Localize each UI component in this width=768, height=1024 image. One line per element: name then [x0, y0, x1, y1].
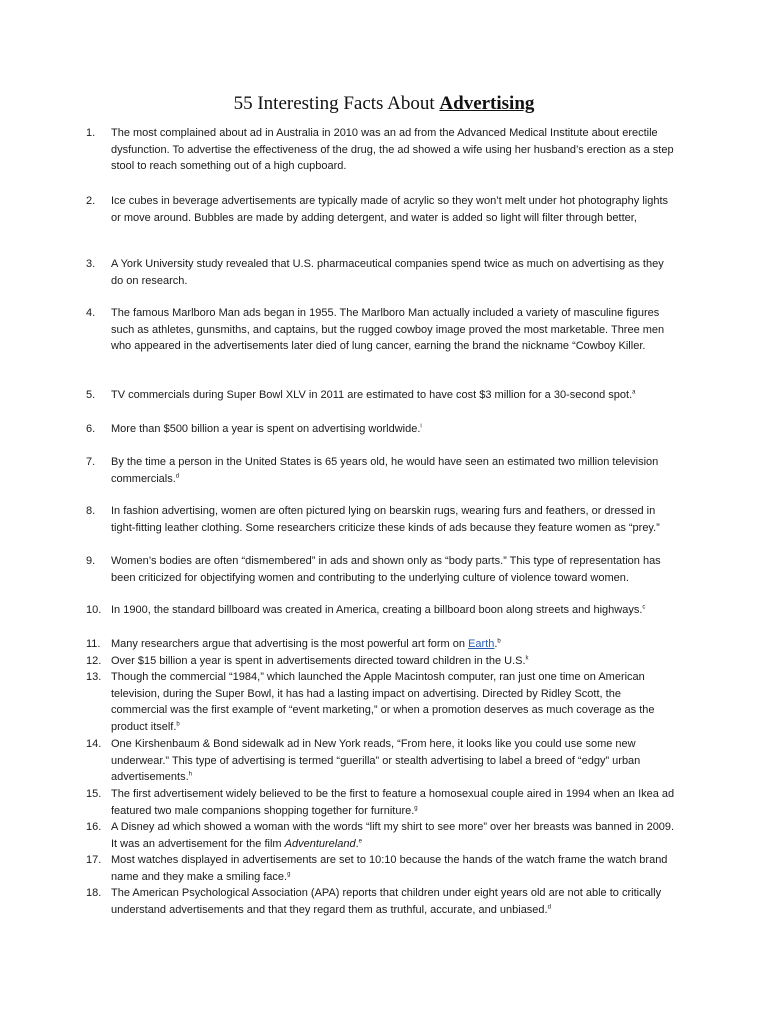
- item-text: Over $15 billion a year is spent in advertisements directed toward children in the U.S.$^k$: [111, 655, 529, 667]
- item-number: 17.: [86, 854, 102, 866]
- item-text: The famous Marlboro Man ads began in 1955. The Marlboro Man actually included a variety of masculine figures such as athletes, gunsmiths, and captains, but the rugged cowboy image proved the most marketable. Three men who appeared in the advertisements later died of lung cancer, earning the brand the nickname “Cowboy Killer.: [111, 307, 665, 352]
- footnote-marker: c: [642, 604, 646, 611]
- page-title: [0, 93, 768, 115]
- title-bold-word: Advertising: [439, 93, 535, 114]
- list-item: [86, 503, 676, 536]
- footnote-marker: g: [414, 804, 418, 811]
- footnote-marker: h: [188, 771, 192, 778]
- item-number: 6.: [86, 423, 96, 435]
- footnote-marker: d: [175, 472, 180, 479]
- list-item: [86, 602, 676, 619]
- item-number: 3.: [86, 258, 96, 270]
- list-item: [86, 669, 676, 735]
- list-item: [86, 736, 676, 786]
- item-text: One Kirshenbaum & Bond sidewalk ad in New York reads, “From here, it looks like you could use some new underwear.” This type of advertising is termed “guerilla” or stealth advertising to label a breed of “edgy” urban advertisements.$^h$: [111, 738, 641, 783]
- earth-link[interactable]: Earth: [468, 638, 495, 650]
- item-number: 14.: [86, 738, 102, 750]
- item-text: Ice cubes in beverage advertisements are typically made of acrylic so they won’t melt under hot photography lights or move around. Bubbles are made by adding detergent, and water is added so light will filter through better,: [111, 195, 669, 224]
- item-number: 7.: [86, 456, 96, 468]
- item-text: Most watches displayed in advertisements are set to 10:10 because the hands of the watch frame the watch brand name and they make a smiling face.$^g$: [111, 854, 668, 883]
- item-text: Women’s bodies are often “dismembered” in ads and shown only as “body parts.” This type of representation has been criticized for objectifying women and contributing to the underlying culture of violence toward women.: [111, 555, 661, 584]
- item-text: Though the commercial “1984,” which launched the Apple Macintosh computer, ran just one time on American television, during the Super Bowl, it has had a lasting impact on advertising. Directed by Ridley Scott, the commercial was the first example of “event marketing,” or when a promotion deserves as much coverage as the product itself.$^b$: [111, 671, 655, 733]
- item-text: A York University study revealed that U.S. pharmaceutical companies spend twice as much on advertising as they do on research.: [111, 258, 664, 287]
- item-number: 8.: [86, 505, 96, 517]
- item-number: 18.: [86, 887, 102, 899]
- item-number: 9.: [86, 555, 96, 567]
- item-number: 13.: [86, 671, 102, 683]
- footnote-marker: d: [547, 903, 551, 910]
- list-item: [86, 819, 676, 852]
- list-item: [86, 421, 676, 438]
- list-item: [86, 125, 676, 175]
- list-item: [86, 256, 676, 289]
- footnote-marker: i: [420, 423, 422, 430]
- film-title: Adventureland: [284, 837, 356, 850]
- item-number: 10.: [86, 604, 102, 616]
- item-text: The first advertisement widely believed to be the first to feature a homosexual couple aired in 1994 when an Ikea ad featured two male companions shopping together for furniture.$^g$: [111, 788, 675, 817]
- item-number: 16.: [86, 821, 102, 833]
- footnote-marker: b: [176, 720, 180, 727]
- item-text: The most complained about ad in Australia in 2010 was an ad from the Advanced Medical Institute about erectile dysfunction. To advertise the effectiveness of the drug, the ad showed a wife using her husband’s erection as a step stool to reach something out of a high cupboard.: [111, 127, 674, 172]
- item-text: By the time a person in the United States is 65 years old, he would have seen an estimated two million television commercials.$^d$: [111, 456, 659, 485]
- list-item: [86, 786, 676, 819]
- item-number: 5.: [86, 389, 96, 401]
- item-number: 4.: [86, 307, 96, 319]
- list-item: [86, 636, 676, 653]
- item-number: 12.: [86, 655, 102, 667]
- footnote-marker: a: [632, 389, 636, 396]
- list-item: [86, 852, 676, 885]
- list-item: [86, 885, 676, 918]
- list-item: [86, 553, 676, 586]
- footnote-marker: b: [497, 638, 501, 645]
- item-number: 2.: [86, 195, 96, 207]
- list-item: [86, 454, 676, 487]
- footnote-marker: k: [525, 655, 529, 662]
- item-number: 11.: [86, 638, 101, 650]
- item-text: In fashion advertising, women are often pictured lying on bearskin rugs, wearing furs and feathers, or dressed in tight-fitting leather clothing. Some researchers criticize these kinds of ads because they feature women as “prey.”: [111, 505, 660, 534]
- item-number: 1.: [86, 127, 96, 139]
- list-item: [86, 653, 676, 670]
- list-item: [86, 193, 676, 226]
- item-text: Many researchers argue that advertising is the most powerful art form on Earth.$^b$: [111, 638, 501, 650]
- list-item: [86, 305, 676, 355]
- item-text: The American Psychological Association (APA) reports that children under eight years old are not able to critically understand advertisements and that they regard them as truthful, accurate, and unbiased.$^d$: [111, 887, 662, 916]
- list-item: [86, 387, 676, 404]
- footnote-marker: g: [287, 870, 291, 877]
- item-number: 15.: [86, 788, 102, 800]
- footnote-marker: e: [358, 837, 362, 844]
- item-text: More than $500 billion a year is spent on advertising worldwide.$^i$: [111, 423, 422, 435]
- item-text: TV commercials during Super Bowl XLV in 2011 are estimated to have cost $3 million for a 30-second spot.$^a$: [111, 389, 636, 401]
- item-text: In 1900, the standard billboard was created in America, creating a billboard boon along streets and highways.$^c$: [111, 604, 646, 616]
- item-text: A Disney ad which showed a woman with the words “lift my shirt to see more” over her breasts was banned in 2009. It was an advertisement for the film Adventureland.$^e$: [111, 821, 675, 850]
- title-prefix: 55 Interesting Facts About: [233, 93, 440, 114]
